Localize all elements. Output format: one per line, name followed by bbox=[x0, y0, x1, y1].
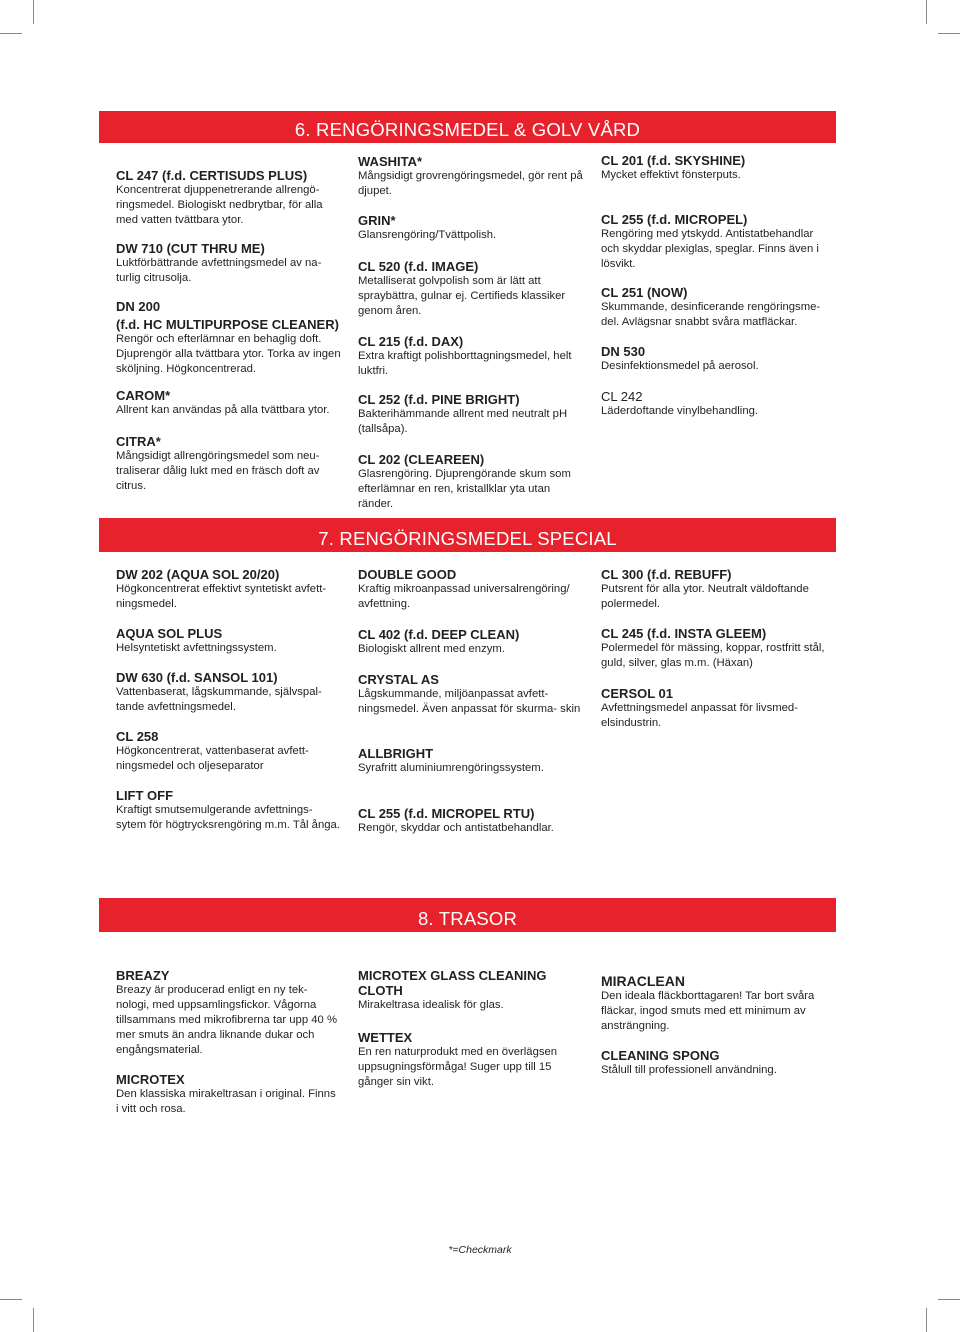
product-title: ALLBRIGHT bbox=[358, 746, 434, 761]
product-subtitle: CLOTH bbox=[358, 983, 403, 998]
product-description: Mångsidigt allrengöringsmedel som neu- traliserar dålig lukt med en fräsch doft av citrus. bbox=[116, 450, 320, 492]
product-description: Extra kraftigt polishborttagningsmedel, helt luktfri. bbox=[358, 350, 572, 377]
product-item bbox=[116, 626, 341, 656]
product-title: CL 258 bbox=[116, 729, 159, 744]
product-description: Breazy är producerad enligt en ny tek- nologi, med uppsamlingsfickor. Vågorna tillsammans med mikrofibrerna tar upp 40 % mer smuts än andra liknande dukar och engångsmaterial. bbox=[116, 984, 338, 1056]
product-description: Bakterihämmande allrent med neutralt pH (tallsåpa). bbox=[358, 408, 568, 435]
product-description: Allrent kan användas på alla tvättbara ytor. bbox=[116, 404, 330, 416]
product-title: CITRA* bbox=[116, 434, 161, 449]
product-title: CL 402 (f.d. DEEP CLEAN) bbox=[358, 627, 520, 642]
product-item bbox=[116, 968, 341, 1058]
product-title: DN 530 bbox=[601, 344, 646, 359]
product-item bbox=[358, 213, 583, 243]
crop-mark bbox=[938, 33, 960, 34]
product-description: Mycket effektivt fönsterputs. bbox=[601, 169, 741, 181]
product-item bbox=[358, 259, 583, 319]
product-item bbox=[358, 452, 583, 512]
product-description: Glasrengöring. Djuprengörande skum som efterlämnar en ren, kristallklar yta utan ränder. bbox=[358, 468, 571, 510]
product-title: CL 215 (f.d. DAX) bbox=[358, 334, 464, 349]
product-title: DN 200 bbox=[116, 299, 161, 314]
product-title: MIRACLEAN bbox=[601, 973, 685, 989]
product-title: CRYSTAL AS bbox=[358, 672, 439, 687]
product-description: Rengör, skyddar och antistatbehandlar. bbox=[358, 822, 554, 834]
product-title: MICROTEX GLASS CLEANING bbox=[358, 968, 547, 983]
product-item bbox=[358, 746, 583, 776]
product-item bbox=[601, 285, 826, 330]
product-description: Kraftigt smutsemulgerande avfettnings- sytem för högtrycksrengöring m.m. Tål ånga. bbox=[116, 804, 340, 831]
product-item bbox=[358, 968, 583, 1013]
product-item bbox=[358, 567, 583, 612]
product-item bbox=[116, 567, 341, 612]
product-description: Läderdoftande vinylbehandling. bbox=[601, 405, 759, 417]
product-item bbox=[116, 1072, 341, 1117]
section-6-title: 6. RENGÖRINGSMEDEL & GOLV VÅRD bbox=[294, 119, 641, 140]
product-item bbox=[116, 168, 341, 228]
product-item bbox=[601, 153, 826, 183]
section-8-title: 8. TRASOR bbox=[417, 908, 518, 929]
product-title: CL 251 (NOW) bbox=[601, 285, 688, 300]
product-description: Den klassiska mirakeltrasan i original. Finns i vitt och rosa. bbox=[116, 1088, 336, 1115]
product-description: Metalliserat golvpolish som är lätt att spraybättra, gulnar ej. Certifieds klassiker genom åren. bbox=[358, 275, 566, 317]
product-description: Kraftig mikroanpassad universalrengöring/ avfettning. bbox=[358, 583, 570, 610]
product-item bbox=[358, 627, 583, 657]
product-item bbox=[116, 299, 341, 377]
product-description: Syrafritt aluminiumrengöringssystem. bbox=[358, 762, 544, 774]
product-title: CL 245 (f.d. INSTA GLEEM) bbox=[601, 626, 767, 641]
product-description: Putsrent för alla ytor. Neutralt väldoftande polermedel. bbox=[601, 583, 809, 610]
product-description: Lågskummande, miljöanpassat avfett- ningsmedel. Även anpassat för skurma- skin bbox=[358, 688, 581, 715]
product-item bbox=[358, 806, 583, 836]
product-description: Högkoncentrerat effektivt syntetiskt avfett- ningsmedel. bbox=[116, 583, 327, 610]
product-title: AQUA SOL PLUS bbox=[116, 626, 223, 641]
product-description: Den ideala fläckborttagaren! Tar bort svåra fläckar, ingod smuts med ett minimum av ansträngning. bbox=[601, 990, 815, 1032]
product-title: CL 247 (f.d. CERTISUDS PLUS) bbox=[116, 168, 308, 183]
product-title: DW 630 (f.d. SANSOL 101) bbox=[116, 670, 278, 685]
product-description: Mirakeltrasa idealisk för glas. bbox=[358, 999, 504, 1011]
product-description: Högkoncentrerat, vattenbaserat avfett- ningsmedel och oljeseparator bbox=[116, 745, 309, 772]
product-description: Desinfektionsmedel på aerosol. bbox=[601, 360, 759, 372]
crop-mark bbox=[33, 0, 34, 24]
product-item bbox=[116, 241, 341, 286]
crop-mark bbox=[926, 1308, 927, 1332]
product-item bbox=[358, 1030, 583, 1090]
crop-mark bbox=[33, 1308, 34, 1332]
product-title: CL 242 bbox=[601, 389, 643, 404]
product-description: Luktförbättrande avfettningsmedel av na- turlig citrusolja. bbox=[116, 257, 322, 284]
product-item bbox=[601, 974, 826, 1034]
product-item bbox=[358, 154, 583, 199]
footnote: *=Checkmark bbox=[448, 1244, 512, 1256]
crop-mark bbox=[938, 1299, 960, 1300]
product-description: Mångsidigt grovrengöringsmedel, gör rent på djupet. bbox=[358, 170, 583, 197]
product-description: Koncentrerat djuppenetrerande allrengö- ringsmedel. Biologiskt nedbrytbar, för alla med vatten tvättbara ytor. bbox=[116, 184, 323, 226]
section-7-title: 7. RENGÖRINGSMEDEL SPECIAL bbox=[318, 528, 617, 549]
crop-mark bbox=[0, 33, 22, 34]
product-title: CLEANING SPONG bbox=[601, 1048, 720, 1063]
product-title: CL 255 (f.d. MICROPEL) bbox=[601, 212, 748, 227]
product-description: Stålull till professionell användning. bbox=[601, 1064, 777, 1076]
product-item bbox=[358, 334, 583, 379]
product-title: CL 202 (CLEAREEN) bbox=[358, 452, 485, 467]
product-description: En ren naturprodukt med en överlägsen uppsugningsförmåga! Suger upp till 15 gånger sin vikt. bbox=[358, 1046, 558, 1088]
product-item bbox=[601, 212, 826, 272]
product-title: DW 710 (CUT THRU ME) bbox=[116, 241, 265, 256]
product-subtitle: (f.d. HC MULTIPURPOSE CLEANER) bbox=[116, 317, 339, 332]
product-title: DOUBLE GOOD bbox=[358, 567, 457, 582]
product-item bbox=[116, 729, 341, 774]
crop-mark bbox=[926, 0, 927, 24]
product-description: Helsyntetiskt avfettningssystem. bbox=[116, 642, 277, 654]
product-item bbox=[601, 344, 826, 374]
product-description: Polermedel för mässing, koppar, rostfritt stål, guld, silver, glas m.m. (Häxan) bbox=[601, 642, 825, 669]
product-title: GRIN* bbox=[358, 213, 396, 228]
product-title: WASHITA* bbox=[358, 154, 423, 169]
product-item bbox=[116, 388, 341, 418]
section-8-header bbox=[99, 898, 836, 932]
product-title: BREAZY bbox=[116, 968, 170, 983]
product-description: Avfettningsmedel anpassat för livsmed- elsindustrin. bbox=[601, 702, 798, 729]
product-item bbox=[358, 672, 583, 717]
product-description: Biologiskt allrent med enzym. bbox=[358, 643, 505, 655]
product-title: CL 300 (f.d. REBUFF) bbox=[601, 567, 732, 582]
product-item bbox=[601, 389, 826, 419]
crop-mark bbox=[0, 1299, 22, 1300]
product-title: DW 202 (AQUA SOL 20/20) bbox=[116, 567, 280, 582]
product-description: Skummande, desinficerande rengöringsme- del. Avlägsnar snabbt svåra matfläckar. bbox=[601, 301, 821, 328]
section-6-header bbox=[99, 111, 836, 143]
product-item bbox=[358, 392, 583, 437]
product-title: CAROM* bbox=[116, 388, 171, 403]
product-title: CERSOL 01 bbox=[601, 686, 674, 701]
product-item bbox=[116, 434, 341, 494]
product-title: WETTEX bbox=[358, 1030, 413, 1045]
product-title: CL 201 (f.d. SKYSHINE) bbox=[601, 153, 746, 168]
section-7-header bbox=[99, 518, 836, 552]
product-item bbox=[601, 567, 826, 612]
product-item bbox=[601, 626, 826, 671]
product-title: MICROTEX bbox=[116, 1072, 185, 1087]
product-item bbox=[601, 686, 826, 731]
product-title: LIFT OFF bbox=[116, 788, 174, 803]
product-item bbox=[116, 788, 341, 833]
product-description: Rengör och efterlämnar en behaglig doft. Djuprengör alla tvättbara ytor. Torka av ingen sköljning. Högkoncentrerad. bbox=[116, 333, 341, 375]
product-description: Vattenbaserat, lågskummande, självspal- tande avfettningsmedel. bbox=[116, 686, 322, 713]
product-title: CL 252 (f.d. PINE BRIGHT) bbox=[358, 392, 520, 407]
product-title: CL 520 (f.d. IMAGE) bbox=[358, 259, 479, 274]
product-title: CL 255 (f.d. MICROPEL RTU) bbox=[358, 806, 535, 821]
product-item bbox=[116, 670, 341, 715]
product-item bbox=[601, 1048, 826, 1078]
product-description: Glansrengöring/Tvättpolish. bbox=[358, 229, 497, 241]
product-description: Rengöring med ytskydd. Antistatbehandlar och skyddar plexiglas, speglar. Finns även i lösvikt. bbox=[601, 228, 819, 270]
